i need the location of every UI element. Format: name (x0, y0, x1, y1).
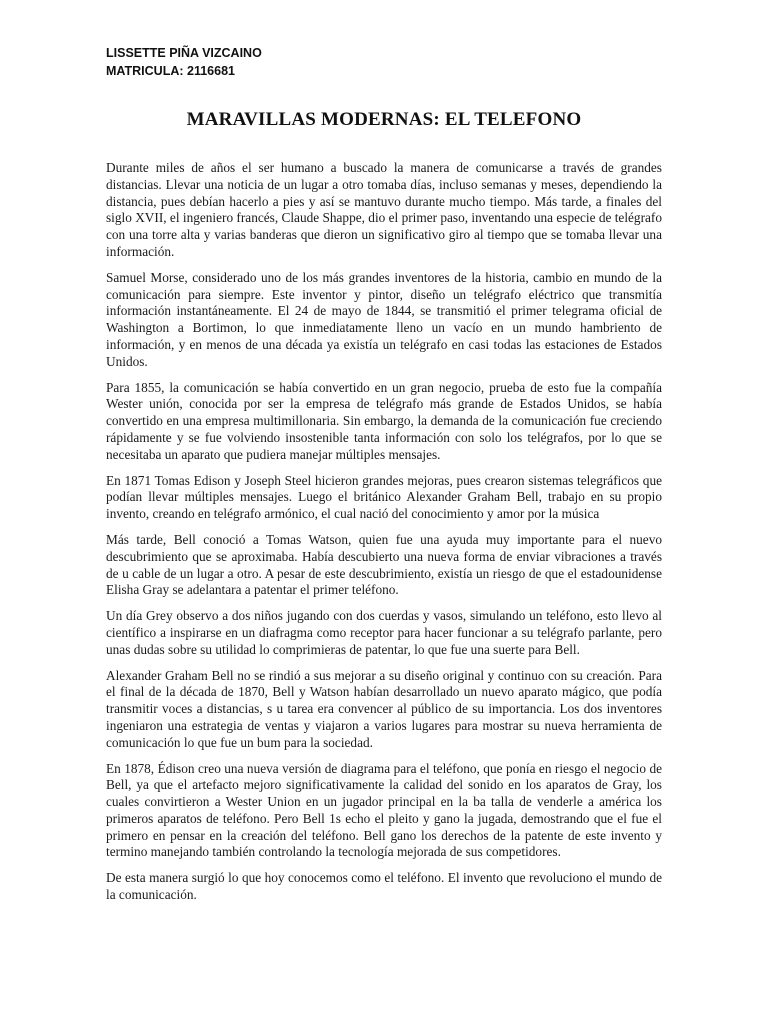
author-header (106, 44, 262, 80)
paragraph-5: Más tarde, Bell conoció a Tomas Watson, quien fue una ayuda muy importante para el nuevo descubrimiento que se aproximaba. Había descubierto una nueva forma de enviar vibraciones a través de u cable de un lugar a otro. A pesar de este descubrimiento, existía un riesgo de que el estadounidense Elisha Gray se adelantara a patentar el primer teléfono. (106, 531, 662, 598)
paragraph-1: Durante miles de años el ser humano a buscado la manera de comunicarse a través de grandes distancias. Llevar una noticia de un lugar a otro tomaba días, incluso semanas y meses, dependiendo la distancia, pues debían hacerlo a pies y así se mantuvo durante mucho tiempo. Más tarde, a finales del siglo XVII, el ingeniero francés, Claude Shappe, dio el primer paso, inventando una especie de telégrafo con una torre alta y varias banderas que dieron un significativo giro al tiempo que se tomaba llevar una información. (106, 160, 662, 259)
paragraph-7: Alexander Graham Bell no se rindió a sus mejorar a su diseño original y continuo con su creación. Para el final de la década de 1870, Bell y Watson habían desarrollado un nuevo aparato mágico, que podía transmitir voces a distancias, s u tarea era convencer al público de su importancia. Los dos inventores ingeniaron una estrategia de ventas y viajaron a varios lugares para mostrar su nueva herramienta de comunicación lo que fue un bum para la sociedad. (106, 667, 662, 750)
paragraph-6: Un día Grey observo a dos niños jugando con dos cuerdas y vasos, simulando un teléfono, esto llevo al científico a inspirarse en un diafragma como receptor para hacer funcionar a su telégrafo parlante, pero unas dudas sobre su utilidad lo comprimieras de patentar, lo que fue una suerte para Bell. (106, 608, 662, 657)
paragraph-9: De esta manera surgió lo que hoy conocemos como el teléfono. El invento que revoluciono el mundo de la comunicación. (106, 870, 662, 903)
document-body (106, 160, 662, 913)
paragraph-2: Samuel Morse, considerado uno de los más grandes inventores de la historia, cambio en mundo de la comunicación para siempre. Este inventor y pintor, diseño un telégrafo eléctrico que transmitía información instantáneamente. El 24 de mayo de 1844, se transmitió el primer telegrama oficial de Washington a Bortimon, lo que inmediatamente lleno un vacío en un mundo hambriento de información, y en menos de una década ya existía un telégrafo en casi todas las estaciones de Estados Unidos. (106, 269, 662, 369)
paragraph-3: Para 1855, la comunicación se había convertido en un gran negocio, prueba de esto fue la compañía Wester unión, conocida por ser la empresa de telégrafo más grande de Estados Unidos, se había convertido en una empresa multimillonaria. Sin embargo, la demanda de la comunicación fue creciendo rápidamente y se fue volviendo insostenible tanta información con solo los telégrafos, por lo que se necesitaba un aparato que pudiera manejar múltiples mensajes. (106, 379, 662, 462)
document-title: MARAVILLAS MODERNAS: EL TELEFONO (186, 109, 582, 130)
author-name: LISSETTE PIÑA VIZCAINO (106, 46, 262, 60)
paragraph-8: En 1878, Édison creo una nueva versión de diagrama para el teléfono, que ponía en riesgo el negocio de Bell, ya que el artefacto mejoro significativamente la calidad del sonido en los aparatos de Gray, los cuales convirtieron a Wester Union en un jugador principal en la ba talla de venderle a américa los primeros aparatos de teléfono. Pero Bell 1s echo el pleito y gano la jugada, demostrando que el fue el primero en pensar en la creación del teléfono. Bell gano los derechos de la patente de este invento y termino manejando también controlando la tecnología mejorada de sus competidores. (106, 760, 662, 860)
student-id: MATRICULA: 2116681 (106, 64, 235, 78)
paragraph-4: En 1871 Tomas Edison y Joseph Steel hicieron grandes mejoras, pues crearon sistemas telegráficos que podían llevar múltiples mensajes. Luego el británico Alexander Graham Bell, trabajo en su propio invento, creando en telégrafo armónico, el cual nació del conocimiento y amor por la música (106, 472, 662, 522)
